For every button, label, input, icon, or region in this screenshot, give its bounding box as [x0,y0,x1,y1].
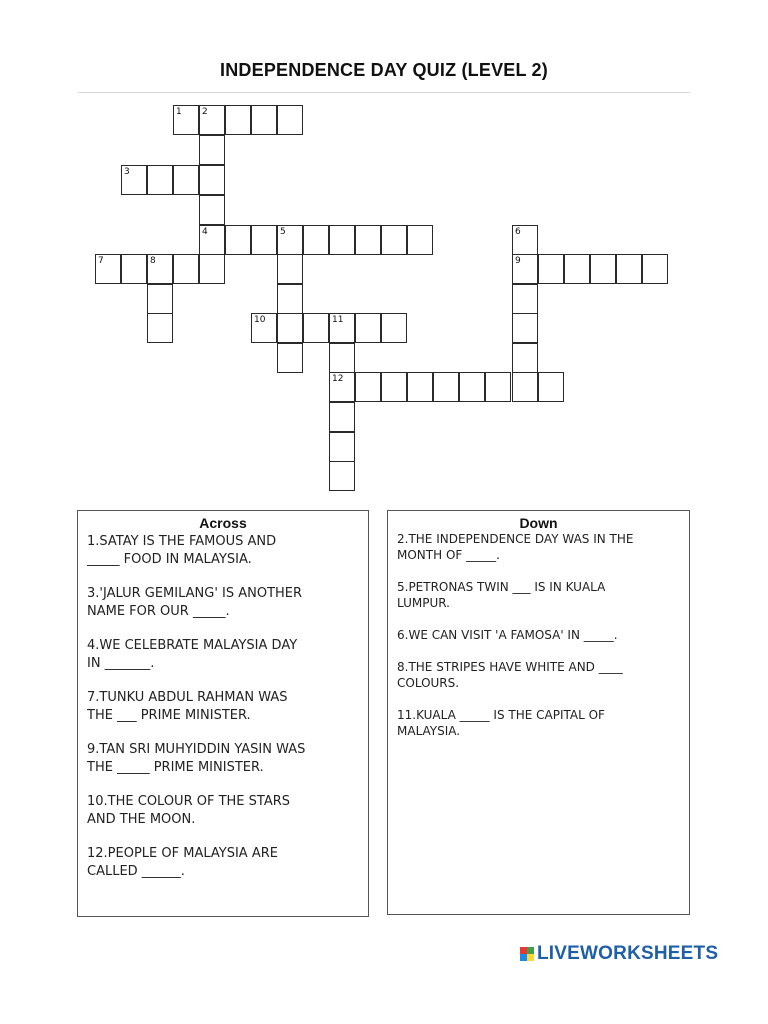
crossword-grid [0,0,768,500]
crossword-cell[interactable] [95,254,121,284]
crossword-cell[interactable] [381,372,407,402]
crossword-cell[interactable] [199,165,225,195]
clue-number: 12 [332,374,344,384]
across-clue: 7.TUNKU ABDUL RAHMAN WAS THE ___ PRIME MINISTER. [87,690,288,723]
crossword-cell[interactable] [147,284,173,314]
crossword-cell[interactable] [512,254,538,284]
crossword-cell[interactable] [277,254,303,284]
crossword-cell[interactable] [564,254,590,284]
crossword-cell[interactable] [225,105,251,135]
clue-number: 5 [280,227,286,237]
clue-number: 10 [254,315,266,325]
clue-number: 8 [150,256,156,266]
crossword-cell[interactable] [329,313,355,343]
clue-number: 9 [515,256,521,266]
across-clue: 10.THE COLOUR OF THE STARS AND THE MOON. [87,794,291,827]
crossword-cell[interactable] [355,313,381,343]
crossword-cell[interactable] [173,254,199,284]
crossword-cell[interactable] [251,313,277,343]
crossword-cell[interactable] [407,372,433,402]
crossword-cell[interactable] [538,254,564,284]
crossword-cell[interactable] [147,165,173,195]
crossword-cell[interactable] [277,105,303,135]
crossword-cell[interactable] [355,225,381,255]
clue-number: 7 [98,256,104,266]
down-clue: 5.PETRONAS TWIN ___ IS IN KUALA LUMPUR. [397,580,606,610]
down-clues-panel [387,510,690,915]
crossword-cell[interactable] [329,225,355,255]
crossword-cell[interactable] [616,254,642,284]
crossword-cell[interactable] [199,254,225,284]
liveworksheets-logo [520,942,718,966]
crossword-cell[interactable] [381,313,407,343]
crossword-cell[interactable] [512,343,538,373]
crossword-cell[interactable] [355,372,381,402]
across-clue: 12.PEOPLE OF MALAYSIA ARE CALLED ______. [87,846,278,879]
crossword-cell[interactable] [512,284,538,314]
crossword-cell[interactable] [512,225,538,255]
crossword-cell[interactable] [251,225,277,255]
crossword-cell[interactable] [381,225,407,255]
down-clue: 2.THE INDEPENDENCE DAY WAS IN THE MONTH OF _____. [397,532,634,562]
crossword-cell[interactable] [277,343,303,373]
crossword-cell[interactable] [303,313,329,343]
crossword-cell[interactable] [121,165,147,195]
crossword-cell[interactable] [485,372,511,402]
clue-number: 1 [176,107,182,117]
across-clue-list [78,533,368,880]
crossword-cell[interactable] [407,225,433,255]
down-heading: Down [519,515,558,531]
crossword-cell[interactable] [199,135,225,165]
logo-mark-icon [520,947,534,961]
clue-number: 3 [124,167,130,177]
crossword-cell[interactable] [329,402,355,432]
crossword-cell[interactable] [199,225,225,255]
crossword-cell[interactable] [173,105,199,135]
crossword-cell[interactable] [303,225,329,255]
crossword-cell[interactable] [329,432,355,462]
crossword-cell[interactable] [121,254,147,284]
crossword-cell[interactable] [199,195,225,225]
across-clues-panel [77,510,369,917]
crossword-cell[interactable] [147,313,173,343]
across-clue: 4.WE CELEBRATE MALAYSIA DAY IN _______. [87,638,298,671]
down-clue: 11.KUALA _____ IS THE CAPITAL OF MALAYSIA. [397,708,605,738]
clue-number: 11 [332,315,344,325]
crossword-cell[interactable] [173,165,199,195]
down-clue-list [388,531,689,739]
crossword-cell[interactable] [329,461,355,491]
crossword-cell[interactable] [512,372,538,402]
crossword-cell[interactable] [277,284,303,314]
down-clue: 8.THE STRIPES HAVE WHITE AND ____ COLOURS. [397,660,623,690]
across-heading: Across [199,515,247,531]
across-clue: 3.'JALUR GEMILANG' IS ANOTHER NAME FOR OUR _____. [87,586,303,619]
crossword-cell[interactable] [199,105,225,135]
crossword-cell[interactable] [642,254,668,284]
crossword-cell[interactable] [512,313,538,343]
crossword-cell[interactable] [277,225,303,255]
across-clue: 9.TAN SRI MUHYIDDIN YASIN WAS THE _____ PRIME MINISTER. [87,742,306,775]
crossword-cell[interactable] [147,254,173,284]
crossword-cell[interactable] [459,372,485,402]
page-title: INDEPENDENCE DAY QUIZ (LEVEL 2) [220,60,548,80]
down-clue: 6.WE CAN VISIT 'A FAMOSA' IN _____. [397,628,618,642]
crossword-cell[interactable] [251,105,277,135]
across-clue: 1.SATAY IS THE FAMOUS AND _____ FOOD IN MALAYSIA. [87,534,277,567]
clue-number: 6 [515,227,521,237]
logo-text: LIVEWORKSHEETS [537,943,719,964]
crossword-cell[interactable] [225,225,251,255]
crossword-cell[interactable] [433,372,459,402]
crossword-cell[interactable] [538,372,564,402]
clue-number: 2 [202,107,208,117]
crossword-cell[interactable] [277,313,303,343]
crossword-cell[interactable] [329,343,355,373]
crossword-cell[interactable] [590,254,616,284]
crossword-cell[interactable] [329,372,355,402]
clue-number: 4 [202,227,208,237]
